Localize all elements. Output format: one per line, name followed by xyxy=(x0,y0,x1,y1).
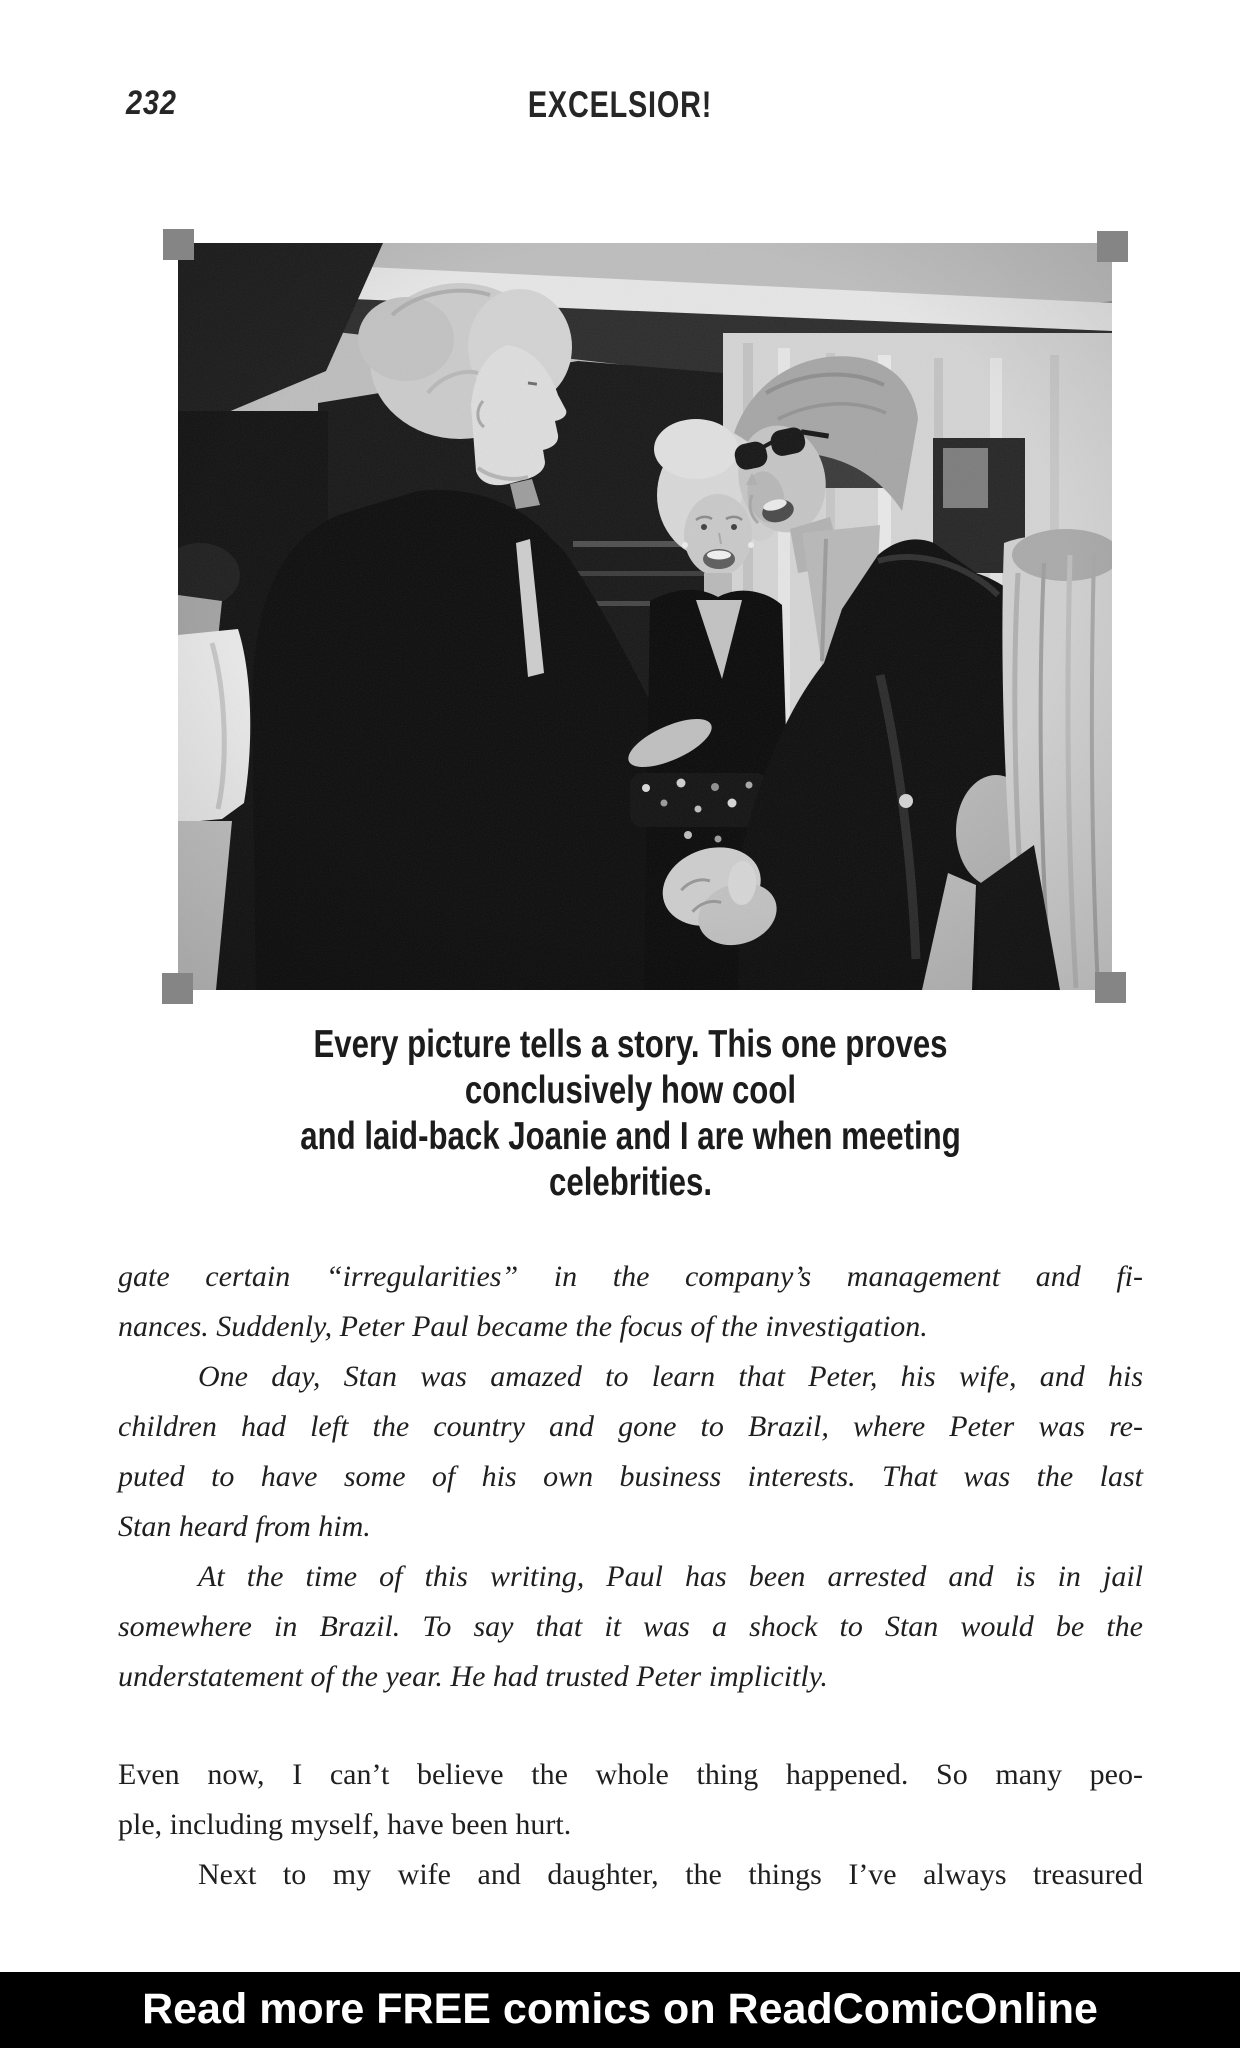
body-line: Even now, I can’t believe the whole thing happened. So many peo- xyxy=(118,1758,1143,1791)
body-line: nances. Suddenly, Peter Paul became the focus of the investigation. xyxy=(118,1310,928,1343)
page-number: 232 xyxy=(126,84,177,122)
body-line: children had left the country and gone to Brazil, where Peter was re- xyxy=(118,1410,1143,1443)
body-line: At the time of this writing, Paul has been arrested and is in jail xyxy=(198,1560,1143,1593)
readcomiconline-banner[interactable] xyxy=(0,1972,1240,2048)
photo-corner-mark-top-left xyxy=(163,229,194,260)
body-text xyxy=(118,1252,1143,1900)
body-line: somewhere in Brazil. To say that it was a shock to Stan would be the xyxy=(118,1610,1143,1643)
body-line: puted to have some of his own business interests. That was the last xyxy=(118,1460,1143,1493)
photo-corner-mark-bottom-right xyxy=(1095,972,1126,1003)
body-line: One day, Stan was amazed to learn that Peter, his wife, and his xyxy=(198,1360,1143,1393)
photo-corner-mark-top-right xyxy=(1097,231,1128,262)
body-line: understatement of the year. He had trusted Peter implicitly. xyxy=(118,1660,828,1693)
photo-corner-mark-bottom-left xyxy=(162,973,193,1004)
body-line: Next to my wife and daughter, the things I’ve always treasured xyxy=(198,1858,1143,1891)
photo-caption-line: Every picture tells a story. This one proves conclusively how cool xyxy=(313,1023,948,1112)
body-line: gate certain “irregularities” in the company’s management and fi- xyxy=(118,1260,1143,1293)
photo-caption xyxy=(221,1022,1041,1206)
banner-text: Read more FREE comics on ReadComicOnline xyxy=(142,1985,1098,2033)
body-line: Stan heard from him. xyxy=(118,1510,371,1543)
photo-caption-line: and laid-back Joanie and I are when meeting celebrities. xyxy=(300,1115,961,1204)
photo-image xyxy=(178,243,1112,990)
photo xyxy=(178,243,1112,990)
body-line: ple, including myself, have been hurt. xyxy=(118,1808,572,1841)
running-head: EXCELSIOR! xyxy=(527,84,713,125)
